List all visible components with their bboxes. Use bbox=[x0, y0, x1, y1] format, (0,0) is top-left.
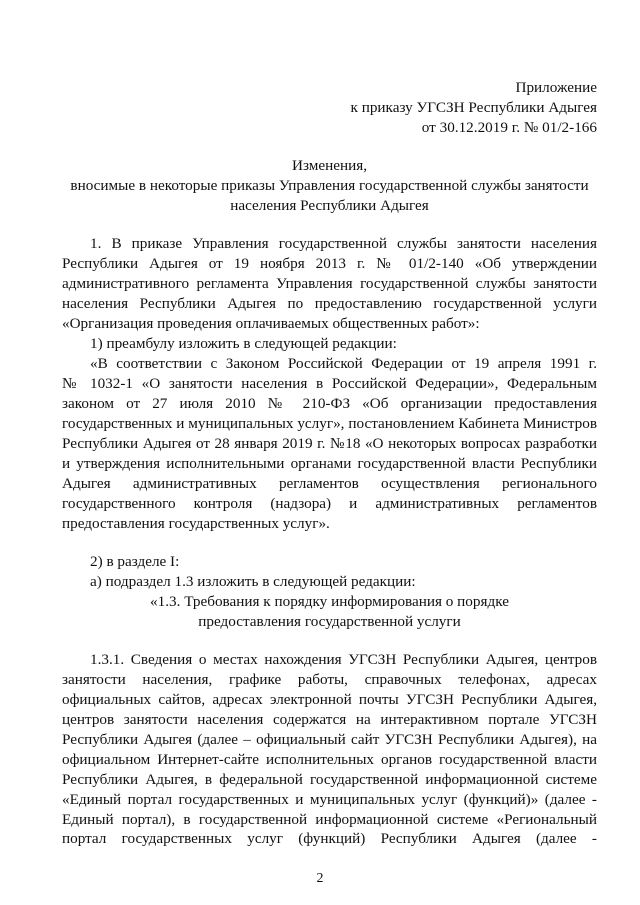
text-line: 2) в разделе I: bbox=[90, 553, 180, 570]
appendix-order-ref: к приказу УГСЗН Республики Адыгея bbox=[350, 99, 597, 116]
text-line: центров занятости населения содержатся на интерактивном портале УГСЗН bbox=[62, 711, 597, 728]
document-title-line-3: населения Республики Адыгея bbox=[230, 197, 429, 214]
text-line: портал государственных услуг (функций) Республики Адыгея (далее - bbox=[62, 830, 597, 847]
subsection-heading-line-2: предоставления государственной услуги bbox=[198, 613, 461, 630]
appendix-order-date: от 30.12.2019 г. № 01/2-166 bbox=[421, 119, 597, 136]
appendix-label: Приложение bbox=[515, 79, 597, 96]
text-line: законом от 27 июля 2010 № 210-ФЗ «Об организации предоставления bbox=[62, 395, 597, 412]
text-line: 1.3.1. Сведения о местах нахождения УГСЗН Республики Адыгея, центров bbox=[90, 651, 597, 668]
text-line: официальных сайтов, адресах электронной почты УГСЗН Республики Адыгея, bbox=[62, 691, 597, 708]
text-line: официальном Интернет-сайте исполнительных органов государственной власти bbox=[62, 751, 597, 768]
text-line: занятости населения, графике работы, справочных телефонах, адресах bbox=[62, 671, 597, 688]
subsection-heading: «1.3. Требования к порядку информирования о порядке bbox=[150, 593, 509, 610]
text-line: населения Республики Адыгея по предоставлению государственной услуги bbox=[62, 295, 597, 312]
document-title-line-2: вносимые в некоторые приказы Управления государственной службы занятости bbox=[70, 177, 589, 194]
text-line: Республики Адыгея (далее – официальный сайт УГСЗН Республики Адыгея), на bbox=[62, 731, 597, 748]
text-line: № 1032-1 «О занятости населения в Российской Федерации», Федеральным bbox=[62, 375, 597, 392]
text-line: Адыгея административных регламентов осуществления регионального bbox=[62, 475, 597, 492]
text-line: и утверждения исполнительными органами государственной власти Республики bbox=[62, 455, 597, 472]
document-title: Изменения, bbox=[291, 157, 367, 174]
text-line: государственного контроля (надзора) и административных регламентов bbox=[62, 495, 597, 512]
text-line: Единый портал), в государственной информационной системе «Региональный bbox=[62, 811, 597, 828]
text-line: административного регламента Управления государственной службы занятости bbox=[62, 275, 597, 292]
page-number: 2 bbox=[316, 871, 324, 886]
text-line: 1) преамбулу изложить в следующей редакции: bbox=[90, 335, 397, 352]
text-line: предоставления государственных услуг». bbox=[62, 515, 330, 532]
text-line: а) подраздел 1.3 изложить в следующей редакции: bbox=[90, 573, 416, 590]
text-line: 1. В приказе Управления государственной службы занятости населения bbox=[90, 235, 597, 252]
text-line: Республики Адыгея от 19 ноября 2013 г. № 01/2-140 «Об утверждении bbox=[62, 255, 597, 272]
text-line: Республики Адыгея от 28 января 2019 г. №18 «О некоторых вопросах разработки bbox=[62, 435, 597, 452]
text-line: «Организация проведения оплачиваемых общественных работ»: bbox=[62, 315, 480, 332]
text-line: «Единый портал государственных и муниципальных услуг (функций)» (далее - bbox=[62, 791, 597, 808]
text-line: «В соответствии с Законом Российской Федерации от 19 апреля 1991 г. bbox=[90, 355, 597, 372]
text-line: государственных и муниципальных услуг», постановлением Кабинета Министров bbox=[62, 415, 597, 432]
text-line: Республики Адыгея, в федеральной государственной информационной системе bbox=[62, 771, 597, 788]
